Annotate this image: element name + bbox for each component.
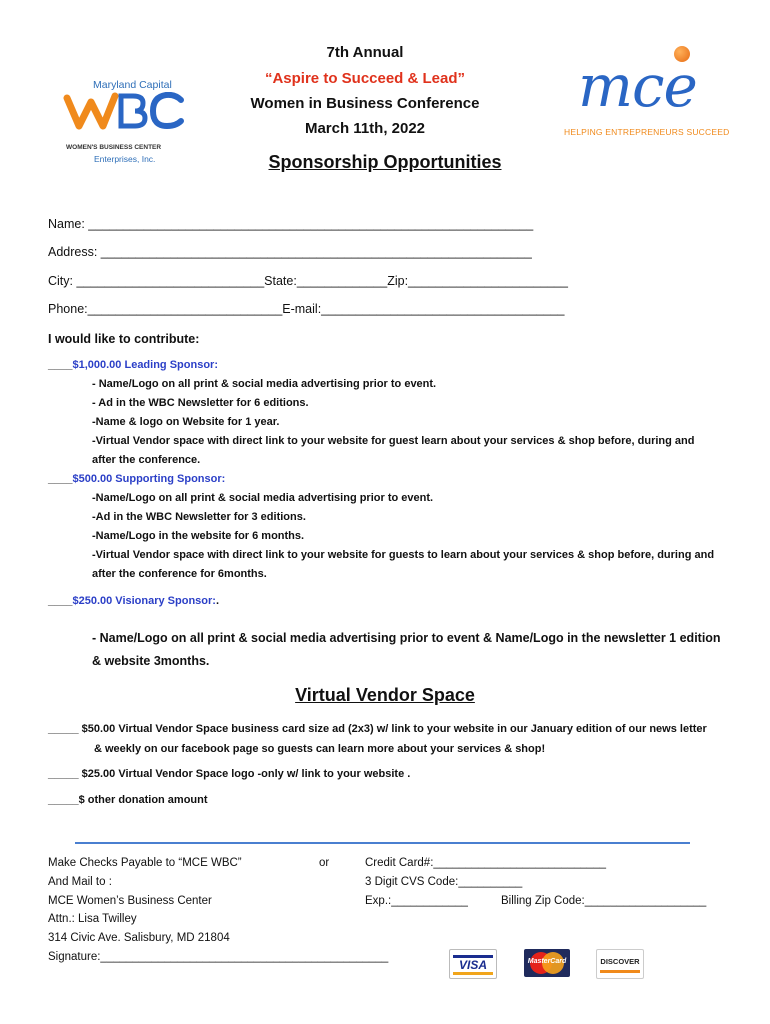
divider xyxy=(75,842,690,844)
mce-logo-letters: mce xyxy=(578,52,697,120)
vendor-title: Virtual Vendor Space xyxy=(295,685,475,705)
name-field[interactable]: Name: ________________________________________________________________ xyxy=(48,217,534,231)
donation-option[interactable]: _____$ other donation amount xyxy=(48,794,208,806)
visionary-benefit-line1: - Name/Logo on all print & social media advertising prior to event & Name/Logo in the newsletter 1 edition xyxy=(92,631,721,645)
leading-item: -Virtual Vendor space with direct link to your website for guest learn about your services & shop before, during and xyxy=(92,435,695,447)
mastercard-label: MasterCard xyxy=(527,958,567,965)
discover-label: DISCOVER xyxy=(600,957,640,966)
leading-sponsor-option[interactable] xyxy=(48,359,218,371)
leading-blank: ____ xyxy=(48,359,73,371)
vendor-option-50[interactable]: _____ $50.00 Virtual Vendor Space business card size ad (2x3) w/ link to your website in our January edition of our news letter xyxy=(48,723,707,735)
leading-item: - Name/Logo on all print & social media advertising prior to event. xyxy=(92,378,437,390)
leading-item: - Ad in the WBC Newsletter for 6 editions. xyxy=(92,397,309,409)
mail-attn: Attn.: Lisa Twilley xyxy=(48,913,137,925)
visionary-tail: . xyxy=(215,595,220,607)
visa-card-icon xyxy=(449,949,497,979)
wbc-logo-line2: Enterprises, Inc. xyxy=(94,154,156,164)
city-state-zip-field[interactable]: City: ___________________________State:_____________Zip:_______________________ xyxy=(48,274,568,288)
mail-address: 314 Civic Ave. Salisbury, MD 21804 xyxy=(48,932,230,944)
discover-card-icon xyxy=(596,949,644,979)
header-date: March 11th, 2022 xyxy=(304,120,426,137)
vendor-option-50-cont: & weekly on our facebook page so guests can learn more about your services & shop! xyxy=(94,743,546,755)
visionary-benefit-line2: & website 3months. xyxy=(92,654,210,668)
credit-card-field[interactable]: Credit Card#:___________________________ xyxy=(365,857,607,869)
contribute-heading: I would like to contribute: xyxy=(48,332,200,346)
billing-zip-field[interactable]: Billing Zip Code:___________________ xyxy=(501,895,707,907)
address-field[interactable]: Address: ______________________________________________________________ xyxy=(48,245,532,259)
wbc-logo xyxy=(55,72,200,167)
wbc-logo-swoosh xyxy=(63,92,193,132)
supporting-item: -Virtual Vendor space with direct link to your website for guests to learn about your services & shop before, during and xyxy=(92,549,715,561)
mail-org: MCE Women’s Business Center xyxy=(48,895,212,907)
leading-item: -Name & logo on Website for 1 year. xyxy=(92,416,280,428)
supporting-item: -Name/Logo on all print & social media advertising prior to event. xyxy=(92,492,434,504)
wbc-logo-line1: WOMEN'S BUSINESS CENTER xyxy=(66,144,162,151)
header-conference: Women in Business Conference xyxy=(250,95,480,112)
signature-field[interactable]: Signature:_____________________________________________ xyxy=(48,951,389,963)
vendor-option-25[interactable]: _____ $25.00 Virtual Vendor Space logo -only w/ link to your website . xyxy=(48,768,411,780)
exp-field[interactable]: Exp.:____________ xyxy=(365,895,468,907)
supporting-item: -Ad in the WBC Newsletter for 3 editions. xyxy=(92,511,306,523)
header-tagline: “Aspire to Succeed & Lead” xyxy=(264,70,466,87)
mail-to: And Mail to : xyxy=(48,876,112,888)
or-label: or xyxy=(319,857,330,869)
phone-email-field[interactable]: Phone:____________________________E-mail:___________________________________ xyxy=(48,302,565,316)
header-edition: 7th Annual xyxy=(326,44,404,61)
visionary-sponsor-option[interactable] xyxy=(48,595,219,607)
supporting-item: after the conference for 6months. xyxy=(92,568,267,580)
page-title: Sponsorship Opportunities xyxy=(268,152,502,172)
mce-logo xyxy=(560,45,735,140)
visionary-label: $250.00 Visionary Sponsor: xyxy=(72,595,216,607)
leading-label: $1,000.00 Leading Sponsor: xyxy=(72,359,218,371)
supporting-label: $500.00 Supporting Sponsor: xyxy=(72,473,226,485)
checks-payable: Make Checks Payable to “MCE WBC” xyxy=(48,857,242,869)
supporting-item: -Name/Logo in the website for 6 months. xyxy=(92,530,305,542)
cvs-field[interactable]: 3 Digit CVS Code:__________ xyxy=(365,876,523,888)
supporting-sponsor-option[interactable] xyxy=(48,473,225,485)
visionary-blank: ____ xyxy=(48,595,73,607)
mce-logo-tagline: HELPING ENTREPRENEURS SUCCEED xyxy=(564,127,730,137)
leading-item: after the conference. xyxy=(92,454,201,466)
supporting-blank: ____ xyxy=(48,473,73,485)
wbc-logo-org: Maryland Capital xyxy=(93,79,172,91)
mastercard-icon xyxy=(524,949,570,977)
visa-label: VISA xyxy=(458,958,487,972)
